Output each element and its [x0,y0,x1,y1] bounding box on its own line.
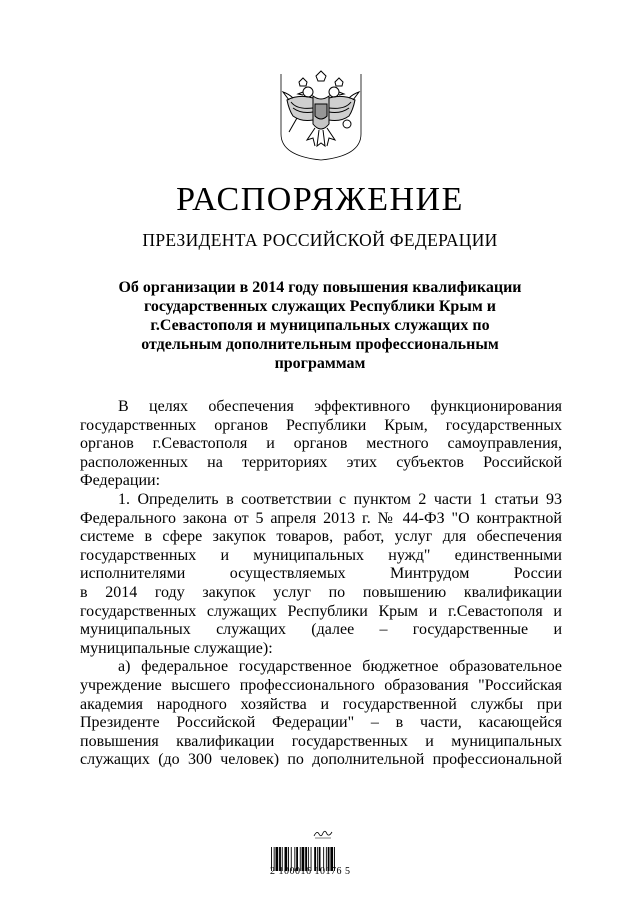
heading-line: государственных служащих Республики Крым и [144,298,496,315]
body-line: а) федеральное государственное бюджетное образовательное [118,658,562,676]
heading-line: г.Севастополя и муниципальных служащих по [150,317,490,334]
body-line: государственных и муниципальных нужд" единственными [80,546,562,564]
body-line: учреждение высшего профессионального образования "Российская [80,676,562,694]
barcode-number: 2 100016 10176 5 [270,866,351,877]
document-title: РАСПОРЯЖЕНИЕ [176,181,464,218]
body-line: Федерации: [80,472,161,490]
body-line: расположенных на территориях этих субъектов Российской [80,453,562,471]
body-line: системе в сфере закупок товаров, работ, услуг для обеспечения [80,528,562,546]
body-line: служащих (до 300 человек) по дополнительной профессиональной [80,751,562,769]
body-line: академия народного хозяйства и государственной службы при [80,695,562,713]
heading-line: отдельным дополнительным профессиональным [141,336,499,353]
body-line: государственных служащих Республики Крым и г.Севастополя и [80,602,562,620]
body-line: государственных органов Республики Крым, государственных [80,416,562,434]
handwritten-mark-icon [313,829,333,839]
body-line: Президенте Российской Федерации" – в части, касающейся [80,714,562,732]
body-line: в 2014 году закупок услуг по повышению квалификации [80,583,562,601]
body-line: муниципальных служащих (далее – государственные и [80,621,562,639]
russian-coat-of-arms-icon [279,70,363,162]
body-line: исполнителями осуществляемых Минтрудом России [80,565,562,583]
body-line: муниципальные служащие): [80,639,273,657]
document-subtitle: ПРЕЗИДЕНТА РОССИЙСКОЙ ФЕДЕРАЦИИ [142,230,498,250]
order-heading [86,278,554,373]
body-line: Федерального закона от 5 апреля 2013 г. № 44-ФЗ "О контрактной [80,509,562,527]
body-line: В целях обеспечения эффективного функционирования [118,398,562,415]
heading-line: Об организации в 2014 году повышения квалификации [118,279,522,296]
body-line: органов г.Севастополя и органов местного самоуправления, [80,435,562,453]
body-line: повышения квалификации государственных и муниципальных [80,732,562,750]
heading-line: программам [274,355,366,372]
body-line: 1. Определить в соответствии с пунктом 2 части 1 статьи 93 [118,490,562,508]
document-body [80,398,562,770]
